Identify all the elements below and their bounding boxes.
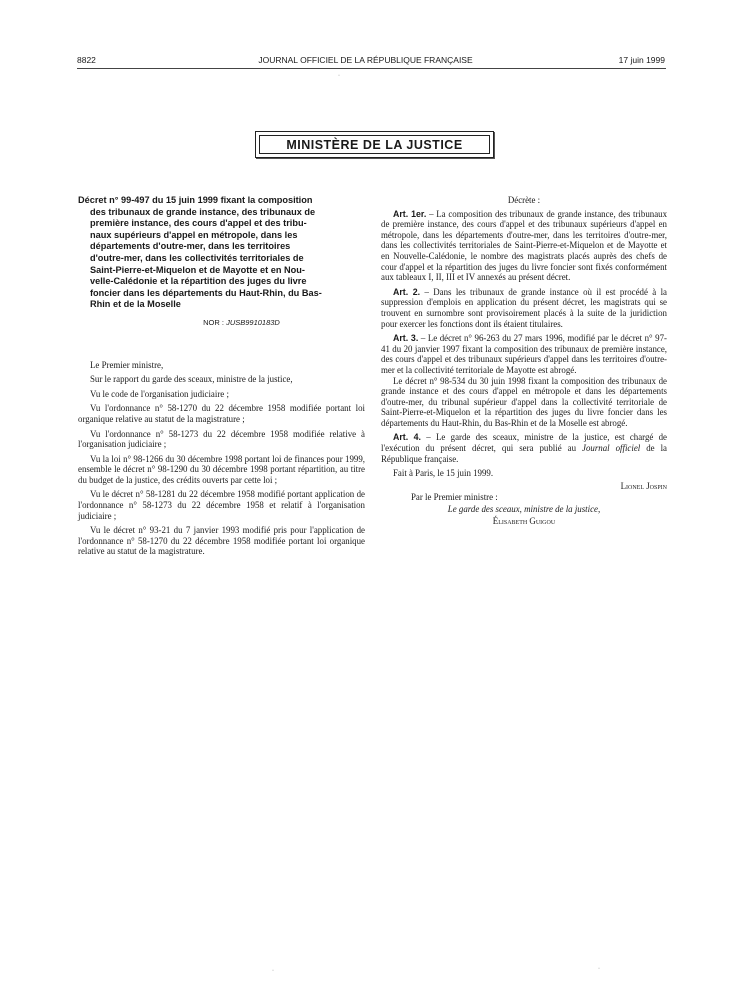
nor-code: JUSB9910183D	[226, 317, 280, 327]
ministry-title-box	[255, 131, 494, 158]
decree-title	[78, 195, 365, 311]
scan-speck: ·	[598, 966, 600, 972]
decree-title-line: première instance, des cours d'appel et des tribu-	[90, 218, 307, 229]
article-1	[381, 209, 667, 283]
visa-paragraph: Vu le décret n° 58-1281 du 22 décembre 1958 modifié portant application de l'ordonnance n° 58-1273 du 22 décembre 1958 et relatif à l'organisation judiciaire ;	[78, 489, 365, 521]
article-label: Art. 4.	[393, 432, 421, 443]
decree-title-line: velle-Calédonie et la répartition des juges du livre	[90, 276, 307, 287]
decrete-heading: Décrète :	[507, 195, 541, 205]
garde-des-sceaux-name: Élisabeth Guigou	[492, 515, 556, 526]
article-text: Le décret n° 98-534 du 30 juin 1998 fixant la composition des tribunaux de grande instance et des cours d'appel en métropole et dans les départements d'outre-mer, du tribunal supérieur d'appel dans la collectivité territoriale de Saint-Pierre-et-Miquelon et la répartition des juges du livre foncier dans les départements du Haut-Rhin, du Bas-Rhin et de la Moselle est abrogé.	[381, 375, 667, 428]
par-le-premier-ministre: Par le Premier ministre :	[411, 492, 498, 503]
visa-paragraph: Sur le rapport du garde des sceaux, ministre de la justice,	[90, 374, 293, 385]
visas	[78, 360, 365, 558]
article-text: – Dans les tribunaux de grande instance où il est procédé à la suppression d'emplois en application du présent décret, les magistrats qui se trouvent en surnombre sont provisoirement placés à la suite de la juridiction pour exercer les fonctions dont ils étaient titulaires.	[381, 286, 667, 329]
visa-paragraph: Vu l'ordonnance n° 58-1270 du 22 décembre 1958 modifiée portant loi organique relative au statut de la magistrature ;	[78, 403, 365, 424]
page-number: 8822	[77, 55, 96, 65]
nor-label: NOR :	[203, 317, 224, 327]
article-4	[381, 432, 667, 464]
left-column	[78, 195, 365, 561]
decree-title-line: d'outre-mer, dans les collectivités territoriales de	[90, 252, 304, 263]
visa-paragraph: Vu l'ordonnance n° 58-1273 du 22 décembre 1958 modifiée relative à l'organisation judiciaire ;	[78, 428, 365, 450]
right-column	[381, 195, 667, 526]
article-label: Art. 3.	[393, 333, 419, 344]
garde-des-sceaux-title: Le garde des sceaux, ministre de la justice,	[447, 504, 601, 515]
publication-date: 17 juin 1999	[618, 55, 665, 65]
decree-title-line: naux supérieurs d'appel en métropole, dans les	[90, 229, 298, 240]
scan-speck: ·	[338, 73, 340, 79]
article-2	[381, 287, 667, 329]
article-text-end: de la République française.	[381, 443, 667, 464]
done-at: Fait à Paris, le 15 juin 1999.	[393, 468, 494, 479]
visa-paragraph: Vu le décret n° 93-21 du 7 janvier 1993 modifié pris pour l'application de l'ordonnance n° 58-1270 du 22 décembre 1958 modifiée portant loi organique relative au statut de la magistrature.	[78, 525, 365, 557]
article-label: Art. 1er.	[393, 208, 427, 219]
journal-officiel-italic: Journal officiel	[582, 443, 641, 454]
journal-title: JOURNAL OFFICIEL DE LA RÉPUBLIQUE FRANÇAISE	[258, 55, 473, 65]
ministry-title: MINISTÈRE DE LA JUSTICE	[259, 135, 490, 154]
nor-reference	[78, 318, 365, 329]
decree-title-line: Rhin et de la Moselle	[90, 299, 181, 310]
visa-paragraph: Vu la loi n° 98-1266 du 30 décembre 1998 portant loi de finances pour 1999, ensemble le décret n° 98-1290 du 30 décembre 1998 portant répartition, au titre du budget de la justice, des crédits ouverts par cette loi ;	[78, 453, 365, 485]
visa-paragraph: Vu le code de l'organisation judiciaire ;	[90, 388, 229, 399]
decree-title-line: des tribunaux de grande instance, des tribunaux de	[90, 206, 316, 217]
decree-title-line: Saint-Pierre-et-Miquelon et de Mayotte et en Nou-	[90, 264, 305, 275]
article-3	[381, 333, 667, 375]
header-rule	[77, 68, 666, 69]
article-label: Art. 2.	[393, 286, 421, 297]
decree-title-line: Décret n° 99-497 du 15 juin 1999 fixant la composition	[78, 195, 313, 205]
scan-speck: ·	[272, 968, 274, 974]
article-text: – Le garde des sceaux, ministre de la justice, est chargé de l'exécution du présent décret, qui sera publié au	[381, 432, 668, 454]
article-text: – Le décret n° 96-263 du 27 mars 1996, modifié par le décret n° 97-41 du 20 janvier 1997 fixant la composition des tribunaux de première instance, des cours d'appel et des tribunaux supérieurs d'appel dans les territoires d'outre-mer et la collectivité territoriale de Mayotte est abrogé.	[381, 333, 667, 375]
decree-title-line: départements d'outre-mer, dans les territoires	[90, 241, 291, 252]
decree-title-line: foncier dans les départements du Haut-Rhin, du Bas-	[90, 287, 322, 298]
article-text: – La composition des tribunaux de grande instance, des tribunaux de première instance, des cours d'appel et des tribunaux supérieurs d'appel en métropole, dans les départements d'outre-mer, dans les territoires d'outre-mer, dans les collectivités territoriales de Saint-Pierre-et-Miquelon et de Mayotte et en Nouvelle-Calédonie, le nombre des magistrats placés auprès des chefs de cour d'appel et la répartition des juges du livre foncier sont fixés conformément aux tableaux I, II, III et IV annexés au présent décret.	[381, 208, 668, 283]
signatory-prime-minister: Lionel Jospin	[620, 480, 667, 491]
article-3-second-paragraph	[381, 376, 667, 429]
visa-paragraph: Le Premier ministre,	[90, 359, 164, 370]
